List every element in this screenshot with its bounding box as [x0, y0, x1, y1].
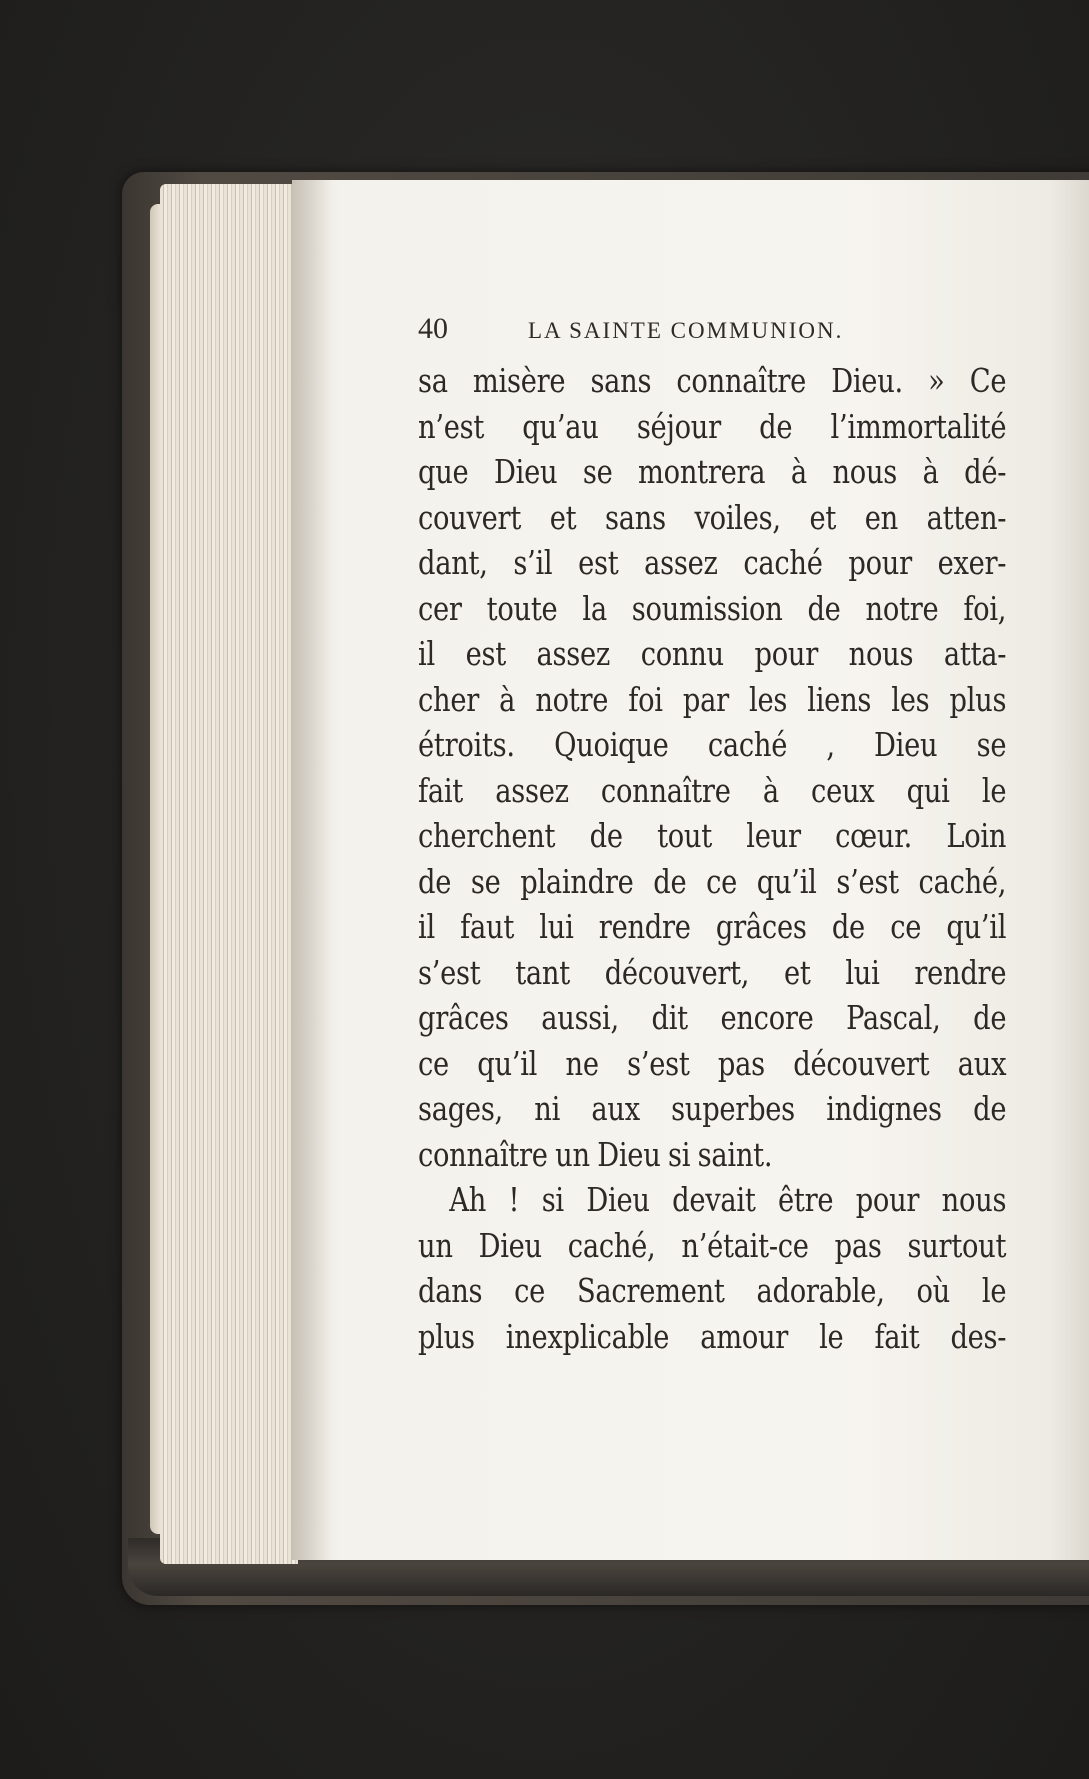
text-line: de se plaindre de ce qu’il s’est caché,: [418, 861, 1007, 901]
page-text: [418, 312, 1010, 1359]
text-line: cher à notre foi par les liens les plus: [418, 679, 1007, 719]
page-stack: [160, 184, 298, 1564]
text-line-paragraph-start: Ah ! si Dieu devait être pour nous: [449, 1180, 1007, 1219]
text-line: un Dieu caché, n’était-ce pas surtout: [418, 1225, 1007, 1265]
text-line: il faut lui rendre grâces de ce qu’il: [418, 907, 1007, 946]
gutter-shadow: [292, 180, 332, 1560]
text-line: sa misère sans connaître Dieu. » Ce: [418, 361, 1007, 400]
text-line: couvert et sans voiles, et en atten-: [418, 497, 1007, 537]
text-line: il est assez connu pour nous atta-: [418, 634, 1007, 673]
text-line: cer toute la soumission de notre foi,: [418, 588, 1007, 628]
page-number: 40: [418, 312, 448, 345]
text-line: s’est tant découvert, et lui rendre: [418, 952, 1007, 992]
running-head: [418, 312, 1010, 352]
text-line: connaître un Dieu si saint.: [418, 1134, 773, 1174]
running-title: LA SAINTE COMMUNION.: [528, 318, 844, 343]
text-line: grâces aussi, dit encore Pascal, de: [418, 998, 1007, 1037]
text-line: fait assez connaître à ceux qui le: [418, 770, 1007, 810]
text-line: étroits. Quoique caché , Dieu se: [418, 725, 1007, 764]
text-line: plus inexplicable amour le fait des-: [418, 1316, 1007, 1356]
text-line: sages, ni aux superbes indignes de: [418, 1089, 1007, 1128]
text-line: n’est qu’au séjour de l’immortalité: [418, 406, 1007, 446]
text-line: dant, s’il est assez caché pour exer-: [418, 543, 1007, 582]
text-line: que Dieu se montrera à nous à dé-: [418, 452, 1007, 491]
text-line: dans ce Sacrement adorable, où le: [418, 1271, 1007, 1310]
text-line: cherchent de tout leur cœur. Loin: [418, 816, 1007, 855]
text-line: ce qu’il ne s’est pas découvert aux: [418, 1043, 1007, 1083]
